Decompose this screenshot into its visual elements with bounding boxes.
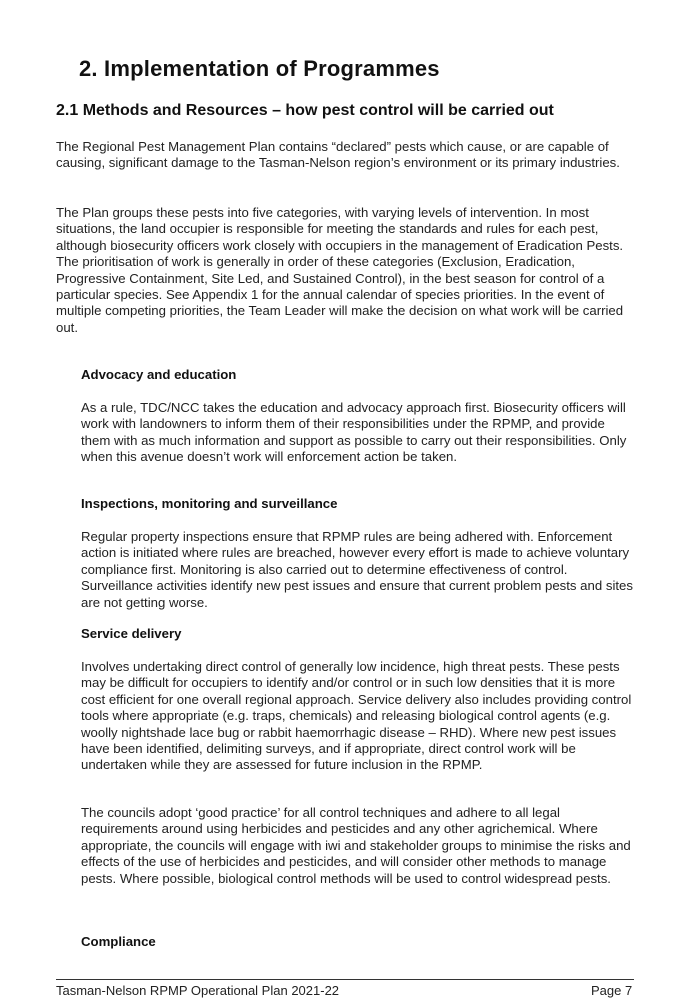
section-subheading: 2.1 Methods and Resources – how pest control will be carried out bbox=[56, 102, 554, 119]
intro-paragraph-2: The Plan groups these pests into five categories, with varying levels of intervention. In most situations, the land occupier is responsible for meeting the standards and rules for each pest, although biosecurity officers work closely with occupiers in the management of Eradication Pests. The prioritisation of work is generally in order of these categories (Exclusion, Eradication, Progressive Containment, Site Led, and Sustained Control), in the best season for control of a particular species. See Appendix 1 for the annual calendar of species priorities. In the event of multiple competing priorities, the Team Leader will make the decision on what work will be carried out. bbox=[56, 205, 624, 335]
footer-page-number: Page 7 bbox=[591, 983, 633, 998]
section-title-compliance: Compliance bbox=[81, 934, 156, 949]
section-paragraph-advocacy: As a rule, TDC/NCC takes the education and advocacy approach first. Biosecurity officers will work with landowners to inform them of their responsibilities under the RPMP, and provide them with as much information and support as possible to carry out their responsibilities. Only when this avenue doesn’t work will enforcement action be taken. bbox=[81, 400, 627, 465]
page-heading: 2. Implementation of Programmes bbox=[79, 56, 440, 81]
section-title-advocacy: Advocacy and education bbox=[81, 367, 237, 382]
footer-document-title: Tasman-Nelson RPMP Operational Plan 2021-22 bbox=[56, 983, 340, 998]
section-title-service-delivery: Service delivery bbox=[81, 626, 182, 641]
section-paragraph-service-delivery-1: Involves undertaking direct control of generally low incidence, high threat pests. These pests may be difficult for occupiers to identify and/or control or in such low densities that it is more cost efficient for one overall regional approach. Service delivery also includes providing control tools where appropriate (e.g. traps, chemicals) and releasing biological control agents (e.g. woolly nightshade lace bug or rabbit haemorrhagic disease – RHD). Where new pest issues have been identified, delimiting surveys, and if appropriate, direct control work will be undertaken while they are assessed for future inclusion in the RPMP. bbox=[81, 659, 632, 773]
section-paragraph-service-delivery-2: The councils adopt ‘good practice’ for all control techniques and adhere to all legal requirements around using herbicides and pesticides and any other agrichemical. Where appropriate, the councils will engage with iwi and stakeholder groups to minimise the risks and effects of the use of herbicides and pesticides, and will consider other methods to manage pests. Where possible, biological control methods will be used to control widespread pests. bbox=[81, 805, 631, 886]
intro-paragraph-1: The Regional Pest Management Plan contains “declared” pests which cause, or are capable of causing, significant damage to the Tasman-Nelson region’s environment or its primary industries. bbox=[56, 139, 620, 171]
section-paragraph-inspections: Regular property inspections ensure that RPMP rules are being adhered with. Enforcement action is initiated where rules are breached, however every effort is made to achieve voluntary compliance first. Monitoring is also carried out to determine effectiveness of control. Surveillance activities identify new pest issues and ensure that current problem pests and sites are not getting worse. bbox=[81, 529, 633, 610]
section-title-inspections: Inspections, monitoring and surveillance bbox=[81, 496, 338, 511]
footer-divider bbox=[56, 979, 634, 980]
